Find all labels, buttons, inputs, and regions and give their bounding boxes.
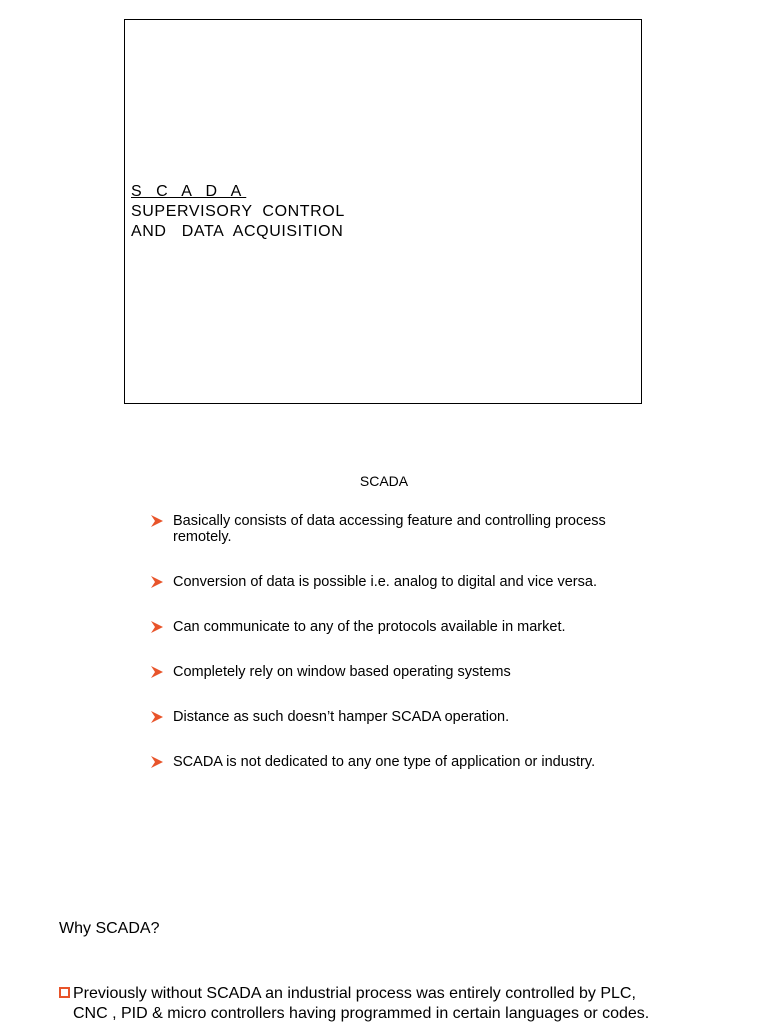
arrow-bullet-icon	[150, 755, 164, 769]
title-slide-frame	[124, 19, 642, 404]
section-heading: SCADA	[359, 473, 409, 489]
square-bullet-icon	[59, 987, 70, 998]
paragraph-line-1: Previously without SCADA an industrial process was entirely controlled by PLC,	[73, 985, 636, 1002]
arrow-bullet-icon	[150, 710, 164, 724]
title-line-2: AND DATA ACQUISITION	[131, 223, 344, 240]
title-line-1: SUPERVISORY CONTROL	[131, 203, 345, 220]
why-scada-heading: Why SCADA?	[59, 920, 160, 937]
previous-process-paragraph	[59, 984, 719, 1024]
bullet-item	[150, 664, 630, 680]
bullet-item	[150, 513, 630, 545]
title-block	[131, 182, 345, 242]
bullet-item	[150, 574, 630, 590]
bullet-text: Can communicate to any of the protocols available in market.	[173, 619, 566, 635]
arrow-bullet-icon	[150, 620, 164, 634]
scada-abbreviation: S C A D A	[131, 183, 247, 200]
arrow-bullet-icon	[150, 665, 164, 679]
bullet-item	[150, 709, 630, 725]
bullet-item	[150, 619, 630, 635]
bullet-text: Completely rely on window based operating systems	[173, 664, 511, 680]
feature-bullet-list	[150, 513, 630, 770]
bullet-text: SCADA is not dedicated to any one type of application or industry.	[173, 754, 596, 770]
bullet-text: Conversion of data is possible i.e. analog to digital and vice versa.	[173, 574, 597, 590]
bullet-item	[150, 754, 630, 770]
bullet-text: Distance as such doesn’t hamper SCADA operation.	[173, 709, 510, 725]
bullet-text: Basically consists of data accessing feature and controlling process remotely.	[173, 513, 606, 545]
arrow-bullet-icon	[150, 514, 164, 528]
arrow-bullet-icon	[150, 575, 164, 589]
paragraph-line-2: CNC , PID & micro controllers having programmed in certain languages or codes.	[73, 1005, 650, 1022]
